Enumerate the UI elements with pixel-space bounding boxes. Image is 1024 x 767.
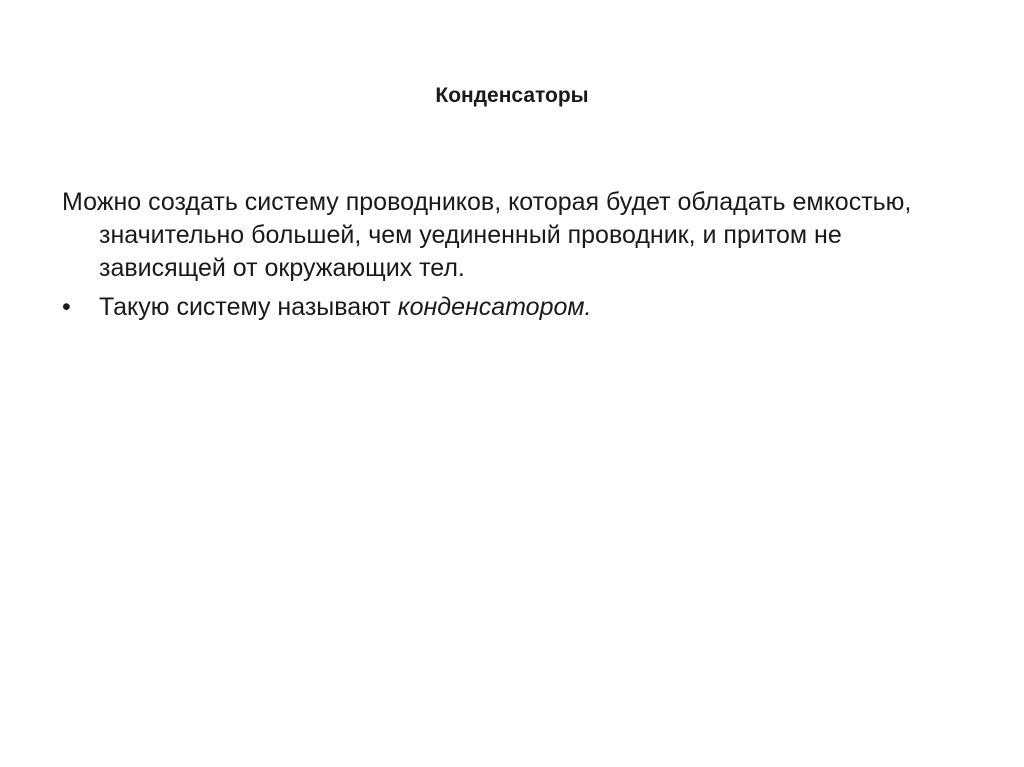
bullet-item — [62, 291, 942, 324]
slide-title: Конденсаторы — [435, 84, 589, 107]
bullet-emphasis: конденсатором. — [397, 293, 592, 321]
slide-body — [62, 186, 942, 324]
bullet-icon: • — [62, 293, 71, 321]
bullet-text: Такую систему называют — [99, 293, 398, 321]
body-paragraph: Можно создать систему проводников, которая будет обладать емкостью, значительно большей, чем уединенный проводник, и притом не зависящей от окружающих тел. — [62, 188, 912, 282]
